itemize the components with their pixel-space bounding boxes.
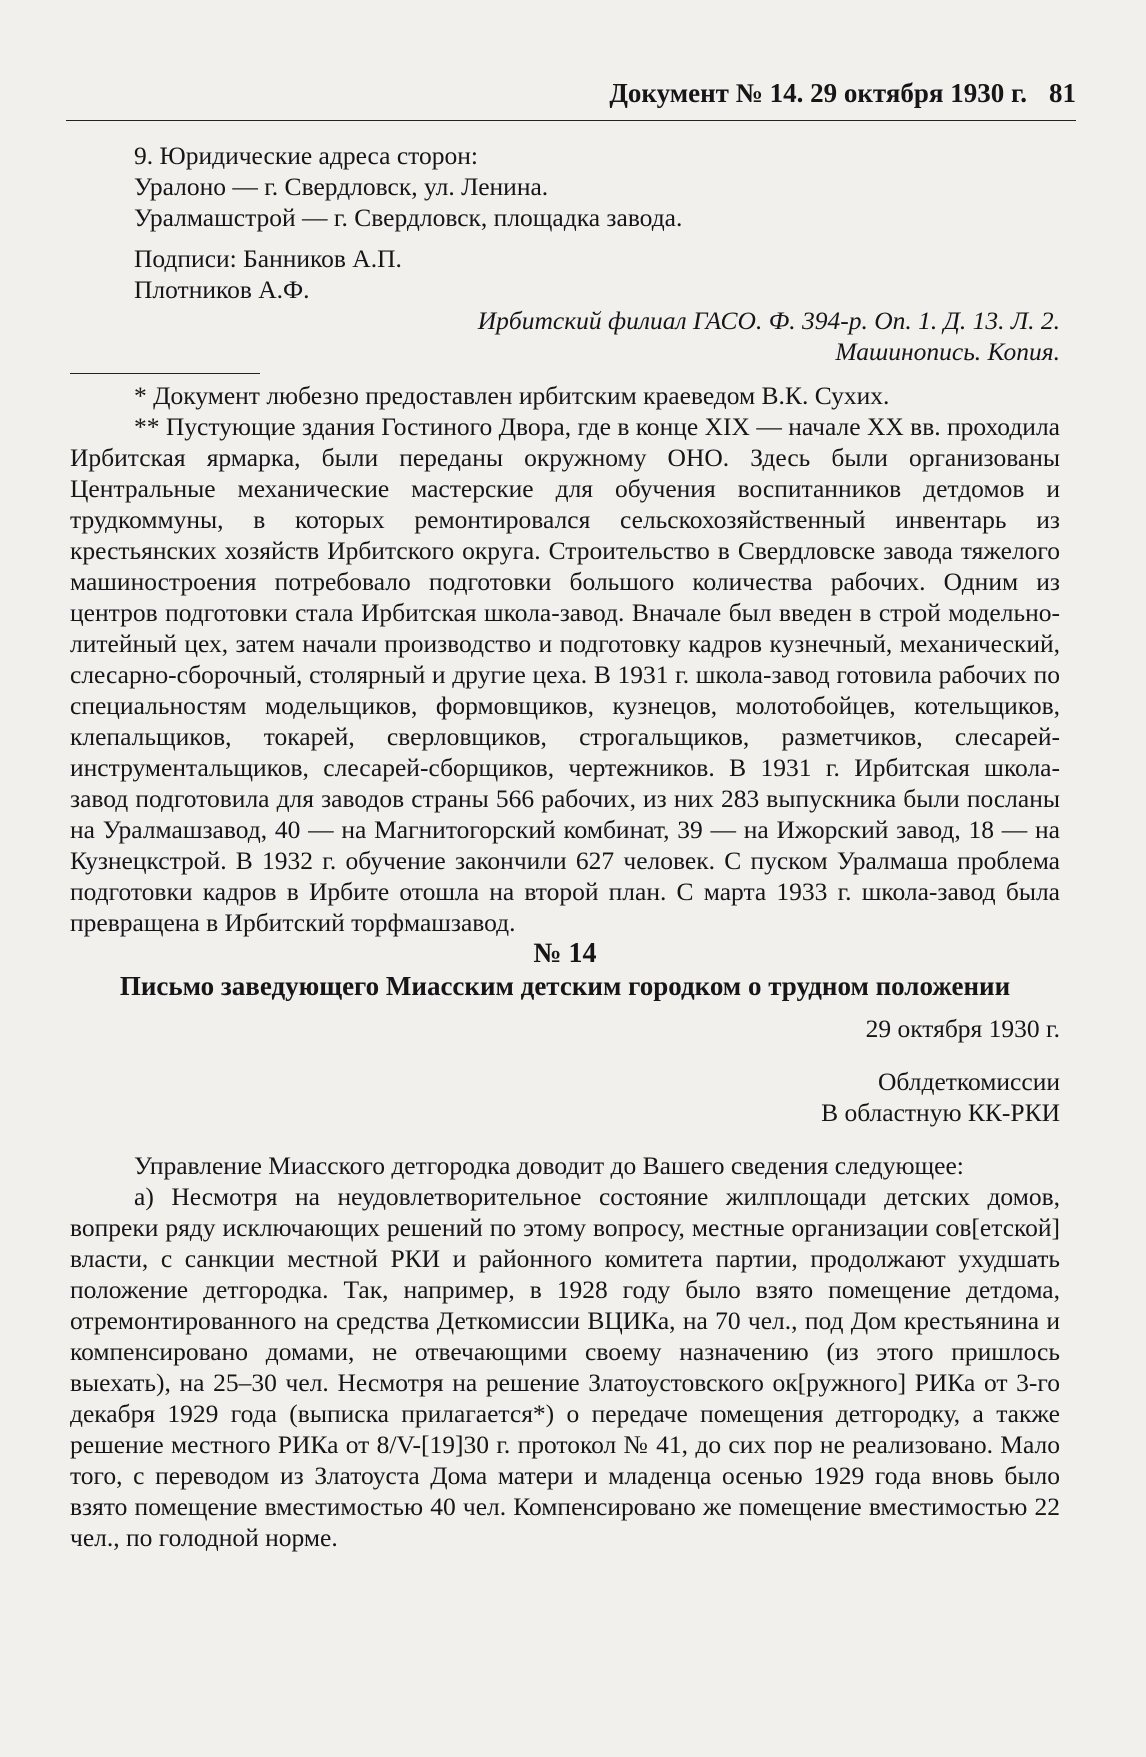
address-line: Уралмашстрой — г. Свердловск, площадка завода. <box>134 203 683 232</box>
document-date: 29 октября 1930 г. <box>865 1014 1060 1043</box>
footnote: ** Пустующие здания Гостиного Двора, где в конце XIX — начале XX вв. проходила Ирбитская ярмарка, были переданы окружному ОНО. Здесь были организованы Центральные механические мастерские для обучения воспитанников детдомов и трудкоммуны, в которых ремонтировался сельскохозяйственный инвентарь из крестьянских хозяйств Ирбитского округа. Строительство в Свердловске завода тяжелого машиностроения потребовало подготовки большого количества рабочих. Одним из центров подготовки стала Ирбитская школа-завод. Вначале был введен в строй модельно-литейный цех, затем начали производство и подготовку кадров кузнечный, механический, слесарно-сборочный, столярный и другие цеха. В 1931 г. школа-завод готовила рабочих по специальностям модельщиков, формовщиков, кузнецов, молотобойцев, котельщиков, клепальщиков, токарей, сверловщиков, строгальщиков, разметчиков, слесарей-инструментальщиков, слесарей-сборщиков, чертежников. В 1931 г. Ирбитская школа-завод подготовила для заводов страны 566 рабочих, из них 283 выпускника были посланы на Уралмашзавод, 40 — на Магнитогорский комбинат, 39 — на Ижорский завод, 18 — на Кузнецкстрой. В 1932 г. обучение закончили 627 человек. С пуском Уралмаша проблема подготовки кадров в Ирбите отошла на второй план. С марта 1933 г. школа-завод была превращена в Ирбитский торфмашзавод. <box>70 412 1060 937</box>
recipient: Облдеткомиссии <box>878 1067 1060 1096</box>
header-title: Документ № 14. 29 октября 1930 г. <box>609 78 1027 108</box>
addresses-heading: 9. Юридические адреса сторон: <box>134 141 478 170</box>
letter-intro: Управление Миасского детгородка доводит до Вашего сведения следующее: <box>134 1151 964 1180</box>
address-line: Уралоно — г. Свердловск, ул. Ленина. <box>134 172 549 201</box>
page-number: 81 <box>1049 78 1076 108</box>
signature-line: Подписи: Банников А.П. <box>134 244 402 273</box>
running-header <box>66 78 1076 121</box>
signature-line: Плотников А.Ф. <box>134 275 310 304</box>
footnote-divider <box>70 373 260 374</box>
archive-copy-note: Машинопись. Копия. <box>835 337 1060 366</box>
page-content <box>70 140 1060 1553</box>
archive-reference: Ирбитский филиал ГАСО. Ф. 394-р. Оп. 1. Д. 13. Л. 2. <box>477 306 1060 335</box>
document-number: № 14 <box>533 938 597 969</box>
letter-body: а) Несмотря на неудовлетворительное состояние жилплощади детских домов, вопреки ряду исключающих решений по этому вопросу, местные организации сов[етской] власти, с санкции местной РКИ и районного комитета партии, продолжают ухудшать положение детгородка. Так, например, в 1928 году было взято помещение детдома, отремонтированного на средства Деткомиссии ВЦИКа, на 70 чел., под Дом крестьянина и компенсировано домами, не отвечающими своему назначению (из этого пришлось выехать), на 25–30 чел. Несмотря на решение Златоустовского ок[ружного] РИКа от 3-го декабря 1929 года (выписка прилагается*) о передаче помещения детгородку, а также решение местного РИКа от 8/V-[19]30 г. протокол № 41, до сих пор не реализовано. Мало того, с переводом из Златоуста Дома матери и младенца осенью 1929 года вновь было взято помещение вместимостью 40 чел. Компенсировано же помещение вместимостью 22 чел., по голодной норме. <box>70 1182 1060 1552</box>
footnote: * Документ любезно предоставлен ирбитским краеведом В.К. Сухих. <box>134 381 890 410</box>
document-title: Письмо заведующего Миасским детским городком о трудном положении <box>119 971 1011 1001</box>
recipient: В областную КК-РКИ <box>821 1098 1060 1127</box>
